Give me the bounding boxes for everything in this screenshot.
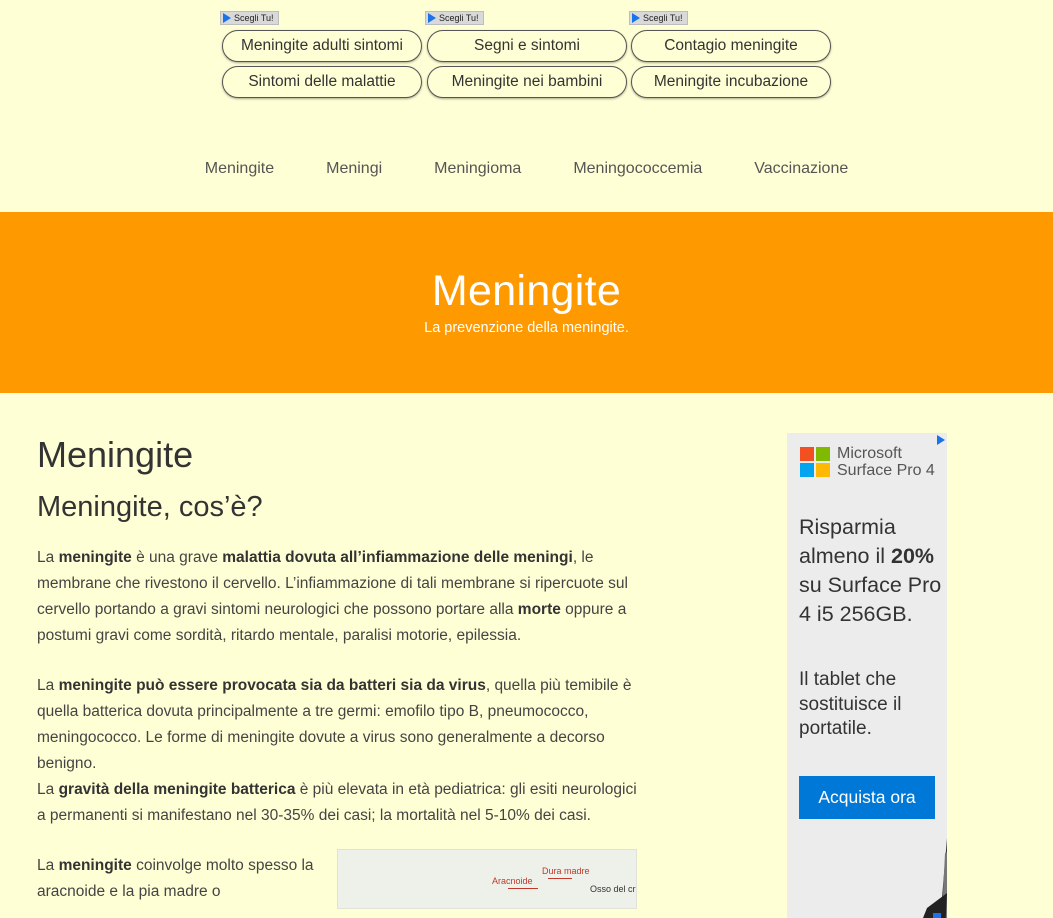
meninges-diagram-image bbox=[337, 849, 637, 909]
hero-banner bbox=[0, 212, 1053, 393]
paragraph-2: La meningite può essere provocata sia da batteri sia da virus, quella più temibile è quella batterica dovuta principalmente a tre germi: emofilo tipo B, pneumococco, meningococco. Le forme di meningite dovute a virus sono generalmente a decorso benigno. bbox=[37, 677, 632, 772]
microsoft-logo-icon bbox=[800, 447, 830, 477]
ad-cta-button[interactable]: Acquista ora bbox=[799, 776, 935, 819]
ad-link-contagio-meningite[interactable]: Contagio meningite bbox=[631, 30, 831, 62]
ad-brand: Microsoft Surface Pro 4 bbox=[837, 445, 935, 479]
side-ad-microsoft-surface[interactable] bbox=[787, 433, 947, 918]
ad-link-segni-e-sintomi[interactable]: Segni e sintomi bbox=[427, 30, 627, 62]
diagram-label-osso: Osso del cr bbox=[590, 884, 636, 894]
site-tagline: La prevenzione della meningite. bbox=[424, 320, 629, 336]
diagram-label-aracnoide: Aracnoide bbox=[492, 876, 533, 886]
adchoices-icon[interactable] bbox=[937, 435, 945, 445]
diagram-pointer-line bbox=[548, 878, 572, 879]
ad-link-sintomi-delle-malattie[interactable]: Sintomi delle malattie bbox=[222, 66, 422, 98]
scegli-tu-badge[interactable]: Scegli Tu! bbox=[220, 11, 279, 25]
nav-item-meningioma[interactable]: Meningioma bbox=[434, 160, 522, 177]
surface-tablet-image bbox=[857, 833, 947, 918]
nav-item-meningite[interactable]: Meningite bbox=[204, 160, 275, 177]
article-subtitle: Meningite, cos’è? bbox=[37, 491, 263, 523]
site-title[interactable]: Meningite bbox=[431, 267, 622, 315]
paragraph-4-block bbox=[37, 853, 637, 913]
scegli-tu-badge[interactable]: Scegli Tu! bbox=[629, 11, 688, 25]
article-content bbox=[37, 433, 637, 913]
ad-column-1 bbox=[220, 10, 424, 90]
adchoices-icon bbox=[223, 13, 231, 23]
nav-item-meningococcemia[interactable]: Meningococcemia bbox=[573, 160, 703, 177]
ad-link-meningite-nei-bambini[interactable]: Meningite nei bambini bbox=[427, 66, 627, 98]
ad-column-2 bbox=[425, 10, 629, 90]
nav-item-meningi[interactable]: Meningi bbox=[326, 160, 383, 177]
ad-link-meningite-adulti-sintomi[interactable]: Meningite adulti sintomi bbox=[222, 30, 422, 62]
nav-item-vaccinazione[interactable]: Vaccinazione bbox=[754, 160, 849, 177]
ad-link-meningite-incubazione[interactable]: Meningite incubazione bbox=[631, 66, 831, 98]
scegli-tu-badge[interactable]: Scegli Tu! bbox=[425, 11, 484, 25]
ad-headline: Risparmia almeno il 20% su Surface Pro 4 i5 256GB. bbox=[799, 515, 942, 626]
paragraph-3: La gravità della meningite batterica è più elevata in età pediatrica: gli esiti neurologici a permanenti si manifestano nel 30-35% dei casi; la mortalità nel 5-10% dei casi. bbox=[37, 781, 637, 824]
article-title: Meningite bbox=[37, 434, 194, 475]
ad-subtext: Il tablet che sostituisce il portatile. bbox=[799, 669, 902, 739]
main-nav bbox=[0, 160, 1053, 178]
adchoices-icon bbox=[428, 13, 436, 23]
paragraph-1: La meningite è una grave malattia dovuta all’infiammazione delle meningi, le membrane che rivestono il cervello. L’infiammazione di tali membrane si ripercuote sul cervello portando a gravi sintomi neurologici che possono portare alla morte oppure a postumi gravi come sordità, ritardo mentale, paralisi motorie, epilessia. bbox=[37, 549, 628, 644]
paragraph-4: La meningite coinvolge molto spesso la aracnoide e la pia madre o bbox=[37, 857, 314, 900]
adchoices-icon bbox=[632, 13, 640, 23]
ad-column-3 bbox=[629, 10, 833, 90]
diagram-label-dura-madre: Dura madre bbox=[542, 866, 590, 876]
diagram-pointer-line bbox=[508, 888, 538, 889]
